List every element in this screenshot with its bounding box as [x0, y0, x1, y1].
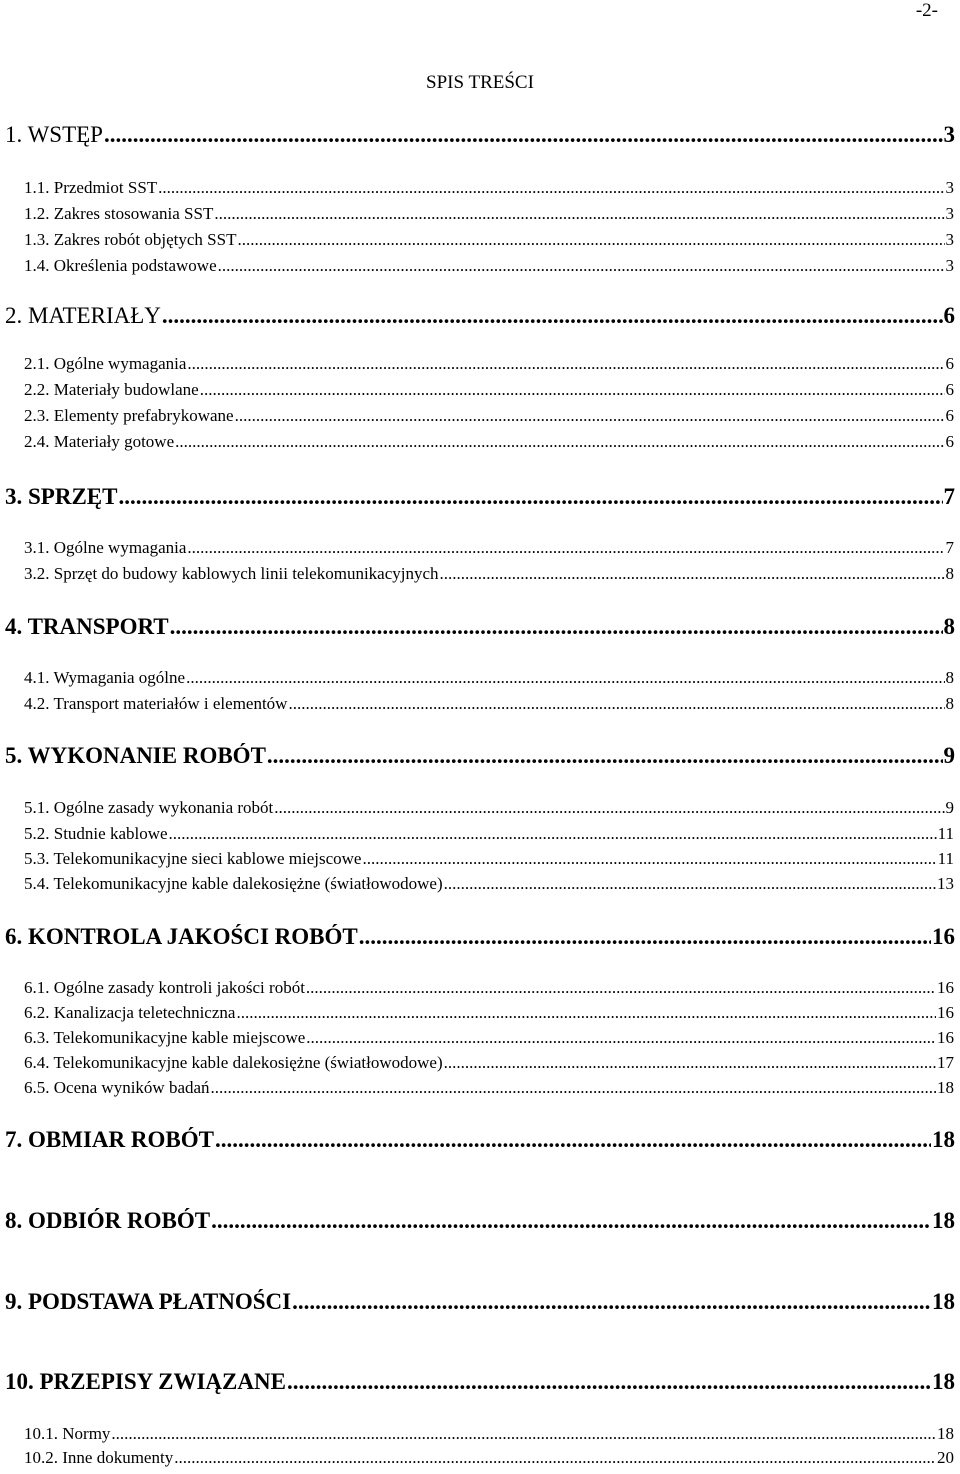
toc-entry-page: 17: [937, 1053, 954, 1072]
toc-entry-page: 6: [945, 354, 954, 373]
toc-entry-chapter[interactable]: [5, 1208, 955, 1234]
toc-entry-section[interactable]: [24, 1028, 954, 1048]
toc-leader: [267, 743, 943, 769]
toc-entry-label: 2.4. Materiały gotowe: [24, 432, 175, 451]
toc-entry-section[interactable]: [24, 406, 954, 426]
toc-leader: [214, 204, 944, 224]
toc-leader: [170, 614, 943, 640]
toc-entry-section[interactable]: [24, 354, 954, 374]
toc-leader: [362, 849, 936, 869]
toc-leader: [118, 484, 942, 510]
toc-entry-label: 3. SPRZĘT: [5, 484, 118, 509]
toc-entry-page: 18: [937, 1078, 954, 1097]
toc-entry-page: 16: [937, 978, 954, 997]
toc-entry-chapter[interactable]: [5, 1369, 955, 1395]
toc-entry-section[interactable]: [24, 1053, 954, 1073]
toc-entry-page: 13: [937, 874, 954, 893]
toc-leader: [187, 354, 944, 374]
toc-leader: [306, 978, 936, 998]
toc-leader: [237, 230, 944, 250]
toc-entry-section[interactable]: [24, 178, 954, 198]
toc-leader: [158, 178, 944, 198]
toc-title: SPIS TREŚCI: [426, 72, 534, 93]
toc-entry-section[interactable]: [24, 668, 954, 688]
toc-entry-page: 3: [945, 178, 954, 197]
toc-entry-label: 6.3. Telekomunikacyjne kable miejscowe: [24, 1028, 306, 1047]
toc-leader: [359, 924, 931, 950]
toc-entry-section[interactable]: [24, 874, 954, 894]
toc-entry-chapter[interactable]: [5, 1289, 955, 1315]
toc-leader: [169, 824, 937, 844]
toc-entry-section[interactable]: [24, 230, 954, 250]
toc-entry-page: 16: [937, 1003, 954, 1022]
toc-entry-label: 4.1. Wymagania ogólne: [24, 668, 186, 687]
toc-entry-section[interactable]: [24, 1078, 954, 1098]
toc-leader: [211, 1208, 931, 1234]
toc-entry-label: 1.2. Zakres stosowania SST: [24, 204, 214, 223]
toc-leader: [104, 122, 943, 148]
toc-entry-chapter[interactable]: [5, 924, 955, 950]
toc-entry-page: 9: [943, 743, 955, 768]
toc-entry-page: 3: [945, 256, 954, 275]
toc-entry-page: 9: [945, 798, 954, 817]
toc-entry-page: 18: [937, 1424, 954, 1443]
toc-entry-page: 18: [932, 1289, 955, 1314]
toc-entry-page: 3: [945, 204, 954, 223]
toc-entry-chapter[interactable]: [5, 484, 955, 510]
toc-entry-label: 5.4. Telekomunikacyjne kable dalekosiężne (światłowodowe): [24, 874, 443, 893]
toc-entry-page: 18: [932, 1208, 955, 1233]
toc-entry-section[interactable]: [24, 564, 954, 584]
toc-leader: [215, 1127, 931, 1153]
toc-entry-chapter[interactable]: [5, 122, 955, 148]
toc-leader: [444, 1053, 936, 1073]
toc-entry-page: 11: [937, 849, 954, 868]
toc-entry-page: 16: [937, 1028, 954, 1047]
toc-entry-page: 20: [937, 1448, 954, 1467]
toc-leader: [274, 798, 944, 818]
toc-entry-chapter[interactable]: [5, 743, 955, 769]
toc-entry-label: 5.3. Telekomunikacyjne sieci kablowe miejscowe: [24, 849, 362, 868]
toc-leader: [175, 432, 944, 452]
toc-entry-label: 10.2. Inne dokumenty: [24, 1448, 174, 1467]
toc-entry-page: 11: [937, 824, 954, 843]
toc-entry-section[interactable]: [24, 256, 954, 276]
toc-entry-label: 2.3. Elementy prefabrykowane: [24, 406, 234, 425]
toc-entry-section[interactable]: [24, 798, 954, 818]
toc-entry-label: 2. MATERIAŁY: [5, 303, 161, 328]
page-number: -2-: [915, 0, 938, 21]
toc-entry-label: 10. PRZEPISY ZWIĄZANE: [5, 1369, 286, 1394]
toc-entry-label: 7. OBMIAR ROBÓT: [5, 1127, 214, 1152]
toc-entry-label: 6.5. Ocena wyników badań: [24, 1078, 210, 1097]
toc-leader: [288, 694, 944, 714]
toc-entry-page: 6: [943, 303, 955, 328]
toc-entry-label: 2.1. Ogólne wymagania: [24, 354, 187, 373]
toc-entry-label: 10.1. Normy: [24, 1424, 111, 1443]
toc-entry-label: 6.1. Ogólne zasady kontroli jakości robót: [24, 978, 305, 997]
toc-entry-label: 5. WYKONANIE ROBÓT: [5, 743, 266, 768]
toc-entry-label: 3.2. Sprzęt do budowy kablowych linii telekomunikacyjnych: [24, 564, 439, 583]
toc-entry-section[interactable]: [24, 1448, 954, 1468]
toc-entry-section[interactable]: [24, 204, 954, 224]
toc-leader: [187, 538, 944, 558]
toc-entry-page: 3: [945, 230, 954, 249]
toc-entry-section[interactable]: [24, 978, 954, 998]
toc-leader: [292, 1289, 931, 1315]
toc-entry-page: 8: [945, 668, 954, 687]
toc-entry-page: 8: [943, 614, 955, 639]
toc-leader: [174, 1448, 936, 1468]
toc-leader: [211, 1078, 936, 1098]
toc-entry-label: 6.2. Kanalizacja teletechniczna: [24, 1003, 236, 1022]
toc-entry-page: 6: [945, 406, 954, 425]
toc-entry-section[interactable]: [24, 380, 954, 400]
toc-entry-label: 6.4. Telekomunikacyjne kable dalekosiężne (światłowodowe): [24, 1053, 443, 1072]
toc-entry-label: 1. WSTĘP: [5, 122, 103, 147]
toc-leader: [111, 1424, 936, 1444]
toc-entry-page: 8: [945, 694, 954, 713]
toc-entry-label: 6. KONTROLA JAKOŚCI ROBÓT: [5, 924, 358, 949]
toc-entry-section[interactable]: [24, 538, 954, 558]
toc-leader: [218, 256, 945, 276]
toc-entry-page: 16: [932, 924, 955, 949]
toc-entry-section[interactable]: [24, 849, 954, 869]
toc-leader: [306, 1028, 936, 1048]
toc-leader: [287, 1369, 931, 1395]
toc-entry-label: 5.2. Studnie kablowe: [24, 824, 168, 843]
toc-entry-section[interactable]: [24, 1003, 954, 1023]
toc-entry-label: 1.4. Określenia podstawowe: [24, 256, 217, 275]
toc-entry-section[interactable]: [24, 1424, 954, 1444]
toc-entry-page: 18: [932, 1127, 955, 1152]
toc-entry-label: 1.3. Zakres robót objętych SST: [24, 230, 237, 249]
toc-leader: [200, 380, 945, 400]
toc-entry-page: 7: [943, 484, 955, 509]
toc-entry-label: 9. PODSTAWA PŁATNOŚCI: [5, 1289, 292, 1314]
toc-entry-section[interactable]: [24, 432, 954, 452]
toc-entry-label: 4.2. Transport materiałów i elementów: [24, 694, 288, 713]
toc-entry-page: 7: [945, 538, 954, 557]
toc-entry-label: 4. TRANSPORT: [5, 614, 169, 639]
toc-entry-label: 1.1. Przedmiot SST: [24, 178, 158, 197]
toc-leader: [235, 406, 945, 426]
toc-leader: [162, 303, 943, 329]
toc-entry-page: 18: [932, 1369, 955, 1394]
toc-leader: [186, 668, 944, 688]
toc-entry-label: 5.1. Ogólne zasady wykonania robót: [24, 798, 274, 817]
toc-entry-section[interactable]: [24, 694, 954, 714]
toc-entry-page: 3: [943, 122, 955, 147]
toc-entry-label: 8. ODBIÓR ROBÓT: [5, 1208, 211, 1233]
toc-entry-label: 3.1. Ogólne wymagania: [24, 538, 187, 557]
toc-entry-label: 2.2. Materiały budowlane: [24, 380, 199, 399]
toc-leader: [236, 1003, 936, 1023]
toc-leader: [440, 564, 945, 584]
toc-entry-chapter[interactable]: [5, 303, 955, 329]
toc-entry-chapter[interactable]: [5, 614, 955, 640]
toc-entry-page: 8: [945, 564, 954, 583]
toc-entry-page: 6: [945, 432, 954, 451]
toc-entry-chapter[interactable]: [5, 1127, 955, 1153]
toc-entry-page: 6: [945, 380, 954, 399]
toc-entry-section[interactable]: [24, 824, 954, 844]
toc-leader: [444, 874, 936, 894]
